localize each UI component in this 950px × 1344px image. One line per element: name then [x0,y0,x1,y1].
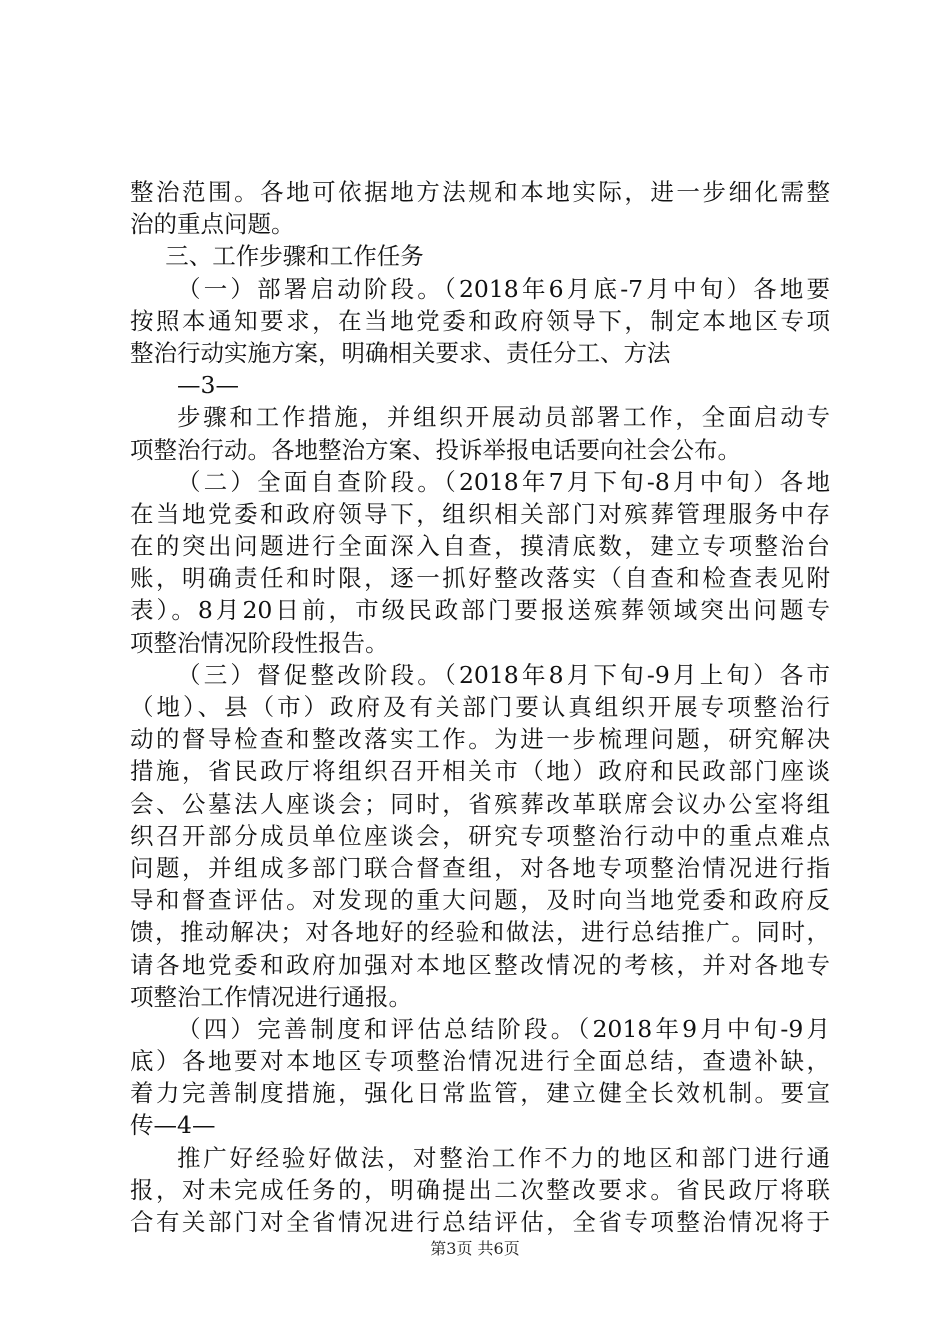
text-line: 三、工作步骤和工作任务 [165,242,424,271]
text-line: 合有关部门对全省情况进行总结评估，全省专项整治情况将于 [130,1208,830,1236]
text-line: 动的督导检查和整改落实工作。为进一步梳理问题，研究解决 [130,725,830,754]
document-body [130,176,830,1238]
text-line: 问题，并组成多部门联合督查组，对各地专项整治情况进行指 [130,853,830,882]
page-footer: 第3页 共6页 [430,1239,520,1258]
text-line: （四）完善制度和评估总结阶段。（2018年9月中旬-9月 [177,1014,830,1043]
text-line: 措施，省民政厅将组织召开相关市（地）政府和民政部门座谈 [130,757,830,786]
text-line: 步骤和工作措施，并组织开展动员部署工作，全面启动专 [177,403,830,432]
text-line: 整治行动实施方案，明确相关要求、责任分工、方法 [130,338,671,367]
text-line: （三）督促整改阶段。（2018年8月下旬-9月上旬）各市 [177,660,830,689]
text-line: 会、公墓法人座谈会；同时，省殡葬改革联席会议办公室将组 [130,789,830,818]
text-line: 着力完善制度措施，强化日常监管，建立健全长效机制。要宣 [130,1079,830,1108]
text-line: —3— [177,371,239,400]
text-line: 馈，推动解决；对各地好的经验和做法，进行总结推广。同时， [130,918,830,947]
text-line: 项整治情况阶段性报告。 [130,628,389,657]
text-line: 报，对未完成任务的，明确提出二次整改要求。省民政厅将联 [130,1175,830,1204]
text-line: （二）全面自查阶段。（2018年7月下旬-8月中旬）各地 [177,467,830,496]
text-line: 传—4— [130,1111,216,1140]
text-line: （地）、县（市）政府及有关部门要认真组织开展专项整治行 [130,693,830,721]
text-line: 项整治行动。各地整治方案、投诉举报电话要向社会公布。 [130,435,741,464]
text-line: 在当地党委和政府领导下，组织相关部门对殡葬管理服务中存 [130,499,830,528]
text-line: 底）各地要对本地区专项整治情况进行全面总结，查遗补缺， [130,1047,830,1076]
text-line: 整治范围。各地可依据地方法规和本地实际，进一步细化需整 [130,178,830,206]
text-line: 织召开部分成员单位座谈会，研究专项整治行动中的重点难点 [130,821,830,850]
text-line: 表）。8月20日前，市级民政部门要报送殡葬领域突出问题专 [130,596,830,625]
text-line: 按照本通知要求，在当地党委和政府领导下，制定本地区专项 [130,306,830,335]
text-line: 导和督查评估。对发现的重大问题，及时向当地党委和政府反 [130,886,830,915]
text-line: 账，明确责任和时限，逐一抓好整改落实（自查和检查表见附 [130,564,830,593]
text-line: 在的突出问题进行全面深入自查，摸清底数，建立专项整治台 [130,532,830,561]
text-line: （一）部署启动阶段。（2018年6月底-7月中旬）各地要 [177,274,830,303]
text-line: 推广好经验好做法，对整治工作不力的地区和部门进行通 [177,1143,830,1172]
text-line: 治的重点问题。 [130,210,295,239]
text-line: 请各地党委和政府加强对本地区整改情况的考核，并对各地专 [130,950,830,979]
text-line: 项整治工作情况进行通报。 [130,982,412,1011]
